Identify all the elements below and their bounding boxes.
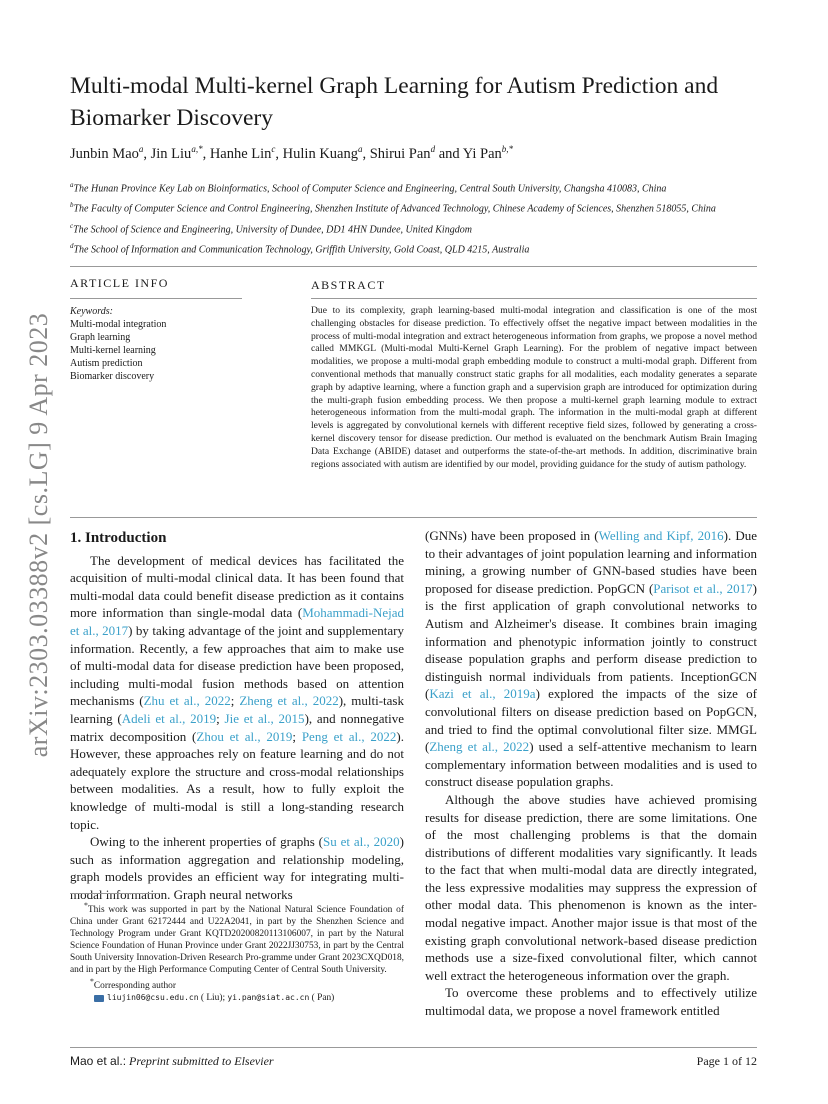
affiliation-text: The Faculty of Computer Science and Control Engineering, Shenzhen Institute of Advanced Technology, Chinese Academy of Sciences, Shenzhen 518055, China <box>73 203 716 215</box>
footer-left <box>70 1054 274 1069</box>
author-affiliation-mark: a,* <box>191 144 203 154</box>
email-link[interactable]: liujin06@csu.edu.cn <box>107 993 199 1003</box>
arxiv-stamp: arXiv:2303.03388v2 [cs.LG] 9 Apr 2023 <box>24 312 53 758</box>
paragraph-text: ). However, these approaches rely on feature learning and do not adequately explore the structure and cross-modal relationships between modalities. As a result, how to fully exploit the knowledge of multi-modal is still a long-standing research topic. <box>70 728 404 832</box>
paragraph: To overcome these problems and to effectively utilize multimodal data, we propose a novel framework entitled <box>425 985 757 1019</box>
corresponding-mark: * <box>90 977 94 987</box>
paragraph-text: ; <box>216 710 225 726</box>
abstract-text: Due to its complexity, graph learning-based multi-modal integration and classification is one of the most challenging obstacles for disease prediction. To effectively offset the negative impact between modalities in the process of multi-modal integration and extract heterogeneous information from graphs, we propose a novel method called MMKGL (Multi-modal Multi-Kernel Graph Learning). For the problem of negative impact between modalities, we propose a multi-modal graph embedding module to construct a multi-modal graph. Different from conventional methods that manually construct static graphs for all modalities, each modality generates a separate graph by adaptive learning, where a function graph and a supervision graph are introduced for optimization during the multi-graph fusion embedding process. We then propose a multi-kernel graph learning module to extract heterogeneous information from the multi-modal graph. The information in the multi-modal graph at different levels is aggregated by convolutional kernels with different receptive field sizes, followed by generating a cross-kernel discovery tensor for disease prediction. Our method is evaluated on the benchmark Autism Brain Imaging Data Exchange (ABIDE) dataset and outperforms the state-of-the-art methods. In addition, discriminative brain regions associated with autism are identified by our model, providing guidance for the study of autism pathology. <box>311 305 757 470</box>
header-divider <box>70 266 757 267</box>
keywords-block <box>70 305 166 383</box>
affiliation-mark: b <box>70 201 74 210</box>
citation-link[interactable]: Peng et al., 2022 <box>301 728 397 744</box>
right-column <box>425 527 757 1020</box>
author-affiliation-mark: a <box>138 144 144 154</box>
paragraph-text: ; <box>230 693 240 709</box>
citation-link[interactable]: Welling and Kipf, 2016 <box>598 528 724 543</box>
footnote-mark: * <box>84 901 88 910</box>
affiliation-mark: c <box>70 221 74 230</box>
email-owner: ( Liu); <box>200 993 226 1004</box>
paragraph-text: (GNNs) have been proposed in ( <box>425 528 599 543</box>
affiliation <box>70 178 760 196</box>
citation-link[interactable]: Jie et al., 2015 <box>224 710 305 726</box>
paragraph <box>425 527 757 791</box>
paragraph-text: ), multi-task learning ( <box>70 693 404 726</box>
author-name: Hanhe Lin <box>209 145 272 162</box>
paragraph-text: ) is the first application of graph convolutional networks to Autism and Alzheimer's disease. It combines brain imaging information and phenotypic information jointly to construct disease population graphs and perform disease prediction to distinguish normal individuals from patients. InceptionGCN ( <box>425 580 757 702</box>
page-number: Page 1 of 12 <box>696 1054 757 1068</box>
author-affiliation-mark: b,* <box>501 144 514 154</box>
paragraph-text: ), and nonnegative matrix decomposition ( <box>70 710 404 744</box>
email-icon <box>94 995 104 1002</box>
affiliations <box>70 178 760 259</box>
footnote-rule <box>70 893 160 894</box>
abstract-rule <box>311 298 757 299</box>
section-heading: 1. Introduction <box>70 530 167 546</box>
affiliation-text: The Hunan Province Key Lab on Bioinformatics, School of Computer Science and Engineering, Central South University, Changsha 410083, China <box>73 183 667 195</box>
body-divider <box>70 517 757 518</box>
keyword: Biomarker discovery <box>70 371 155 382</box>
author-affiliation-mark: a <box>357 144 363 154</box>
article-info-heading: ARTICLE INFO <box>70 276 169 290</box>
affiliation-text: The School of Information and Communication Technology, Griffith University, Gold Coast, QLD 4215, Australia <box>73 244 530 256</box>
citation-link[interactable]: Zhou et al., 2019 <box>196 728 293 744</box>
citation-link[interactable]: Kazi et al., 2019a <box>429 686 536 702</box>
abstract-heading: ABSTRACT <box>311 278 386 292</box>
affiliation <box>70 239 760 257</box>
affiliation <box>70 219 760 237</box>
author-affiliation-mark: c <box>271 144 276 154</box>
keyword: Autism prediction <box>70 358 143 369</box>
citation-link[interactable]: Zheng et al., 2022 <box>429 739 530 755</box>
corresponding-label: Corresponding author <box>93 981 176 992</box>
author-name: Yi Pan <box>462 145 502 162</box>
paragraph-text: ) used a self-attentive mechanism to learn complementary information between modalities and is used to construct disease population graphs. <box>425 739 757 790</box>
affiliation-text: The School of Science and Engineering, University of Dundee, DD1 4HN Dundee, United Kingdom <box>73 223 472 235</box>
paragraph-text: The development of medical devices has facilitated the acquisition of multi-modal clinical data. It has been found that multi-modal data could benefit disease prediction as it contains more information than single-modal data ( <box>70 552 404 621</box>
paragraph-text: ; <box>292 728 302 744</box>
author-name: Jin Liu <box>150 145 192 162</box>
author-list: Junbin Mao$^a$, Jin Liu$^{a,*}$, Hanhe Lin$^c$, Hulin Kuang$^a$, Shirui Pan$^d$ and Yi Pan$^{b,*}$ <box>70 144 514 162</box>
citation-link[interactable]: Mohammadi-Nejad et al., 2017 <box>70 605 404 638</box>
email-link[interactable]: yi.pan@siat.ac.cn <box>227 993 310 1003</box>
citation-link[interactable]: Parisot et al., 2017 <box>653 580 753 596</box>
article-info-rule <box>70 298 242 299</box>
affiliation <box>70 198 760 216</box>
citation-link[interactable]: Adeli et al., 2019 <box>121 710 217 726</box>
affiliation-mark: d <box>70 241 74 250</box>
paragraph-text: ) such as information aggregation and relationship modeling, graph models provides an efficient way for integrating multi-modal information. Graph neural networks <box>70 834 404 902</box>
citation-link[interactable]: Zhu et al., 2022 <box>143 693 231 709</box>
footer-rule <box>70 1047 757 1048</box>
keyword: Graph learning <box>70 332 131 343</box>
citation-link[interactable]: Su et al., 2020 <box>323 834 400 850</box>
left-column <box>70 530 404 903</box>
footer-authors: Mao et al.: <box>70 1054 127 1068</box>
paragraph-text: ). Due to their advantages of joint population learning and information mining, a growing number of GNN-based studies have been proposed for disease prediction. PopGCN ( <box>425 528 758 596</box>
author-name: Shirui Pan <box>369 145 431 162</box>
keyword: Multi-kernel learning <box>70 345 156 356</box>
citation-link[interactable]: Zheng et al., 2022 <box>239 693 339 709</box>
keyword: Multi-modal integration <box>70 319 167 330</box>
paragraph-text: ) explored the impacts of the size of convolutional filters on disease prediction based on PopGCN, and tried to find the optimal convolutional filter size. MMGL ( <box>425 686 757 755</box>
affiliation-mark: a <box>70 181 74 189</box>
paragraph: Although the above studies have achieved promising results for disease prediction, there are some limitations. One of the most challenging problems is that the domain distributions of different modalities vary significantly. It leads to the fact that when multi-modal data are directly integrated, the less expressive modalities may suppress the expression of other modal data. This phenomenon is known as the inter-modal negative impact. Another major issue is that most of the existing graph convolutional network-based disease prediction methods use a size-fixed convolutional filter, which cannot well extract the heterogeneous information over the graph. <box>425 791 757 983</box>
author-name: Hulin Kuang <box>282 145 358 162</box>
funding-note: This work was supported in part by the National Natural Science Foundation of China under Grant 62172444 and U22A2041, in part by the Shenzhen Science and Technology Program under Grant KQTD20200820113106007, in part by the Natural Science Foundation of Hunan Province under Grant 2022JJ30753, in part by the Central South University Innovation-Driven Research Pro-gramme under Grant 2023CXQD018, and in part by the High Performance Computing Center of Central South University. <box>70 905 404 976</box>
paragraph <box>70 552 404 834</box>
paper-title: Multi-modal Multi-kernel Graph Learning for Autism Prediction and Biomarker Discovery <box>70 73 719 131</box>
author-affiliation-mark: d <box>430 144 436 154</box>
paragraph-text: ) by taking advantage of the joint and supplementary information. Recently, a few approaches that aim to make use of multi-modal data for disease prediction have been proposed, including multi-modal fusion methods based on attention mechanisms ( <box>70 622 404 709</box>
footer-venue: Preprint submitted to Elsevier <box>129 1054 274 1068</box>
keywords-label: Keywords: <box>70 306 113 317</box>
footnote <box>70 900 404 1004</box>
email-owner: ( Pan) <box>311 993 335 1004</box>
paragraph-text: Owing to the inherent properties of graphs ( <box>90 834 323 850</box>
author-name: Junbin Mao <box>70 145 139 162</box>
